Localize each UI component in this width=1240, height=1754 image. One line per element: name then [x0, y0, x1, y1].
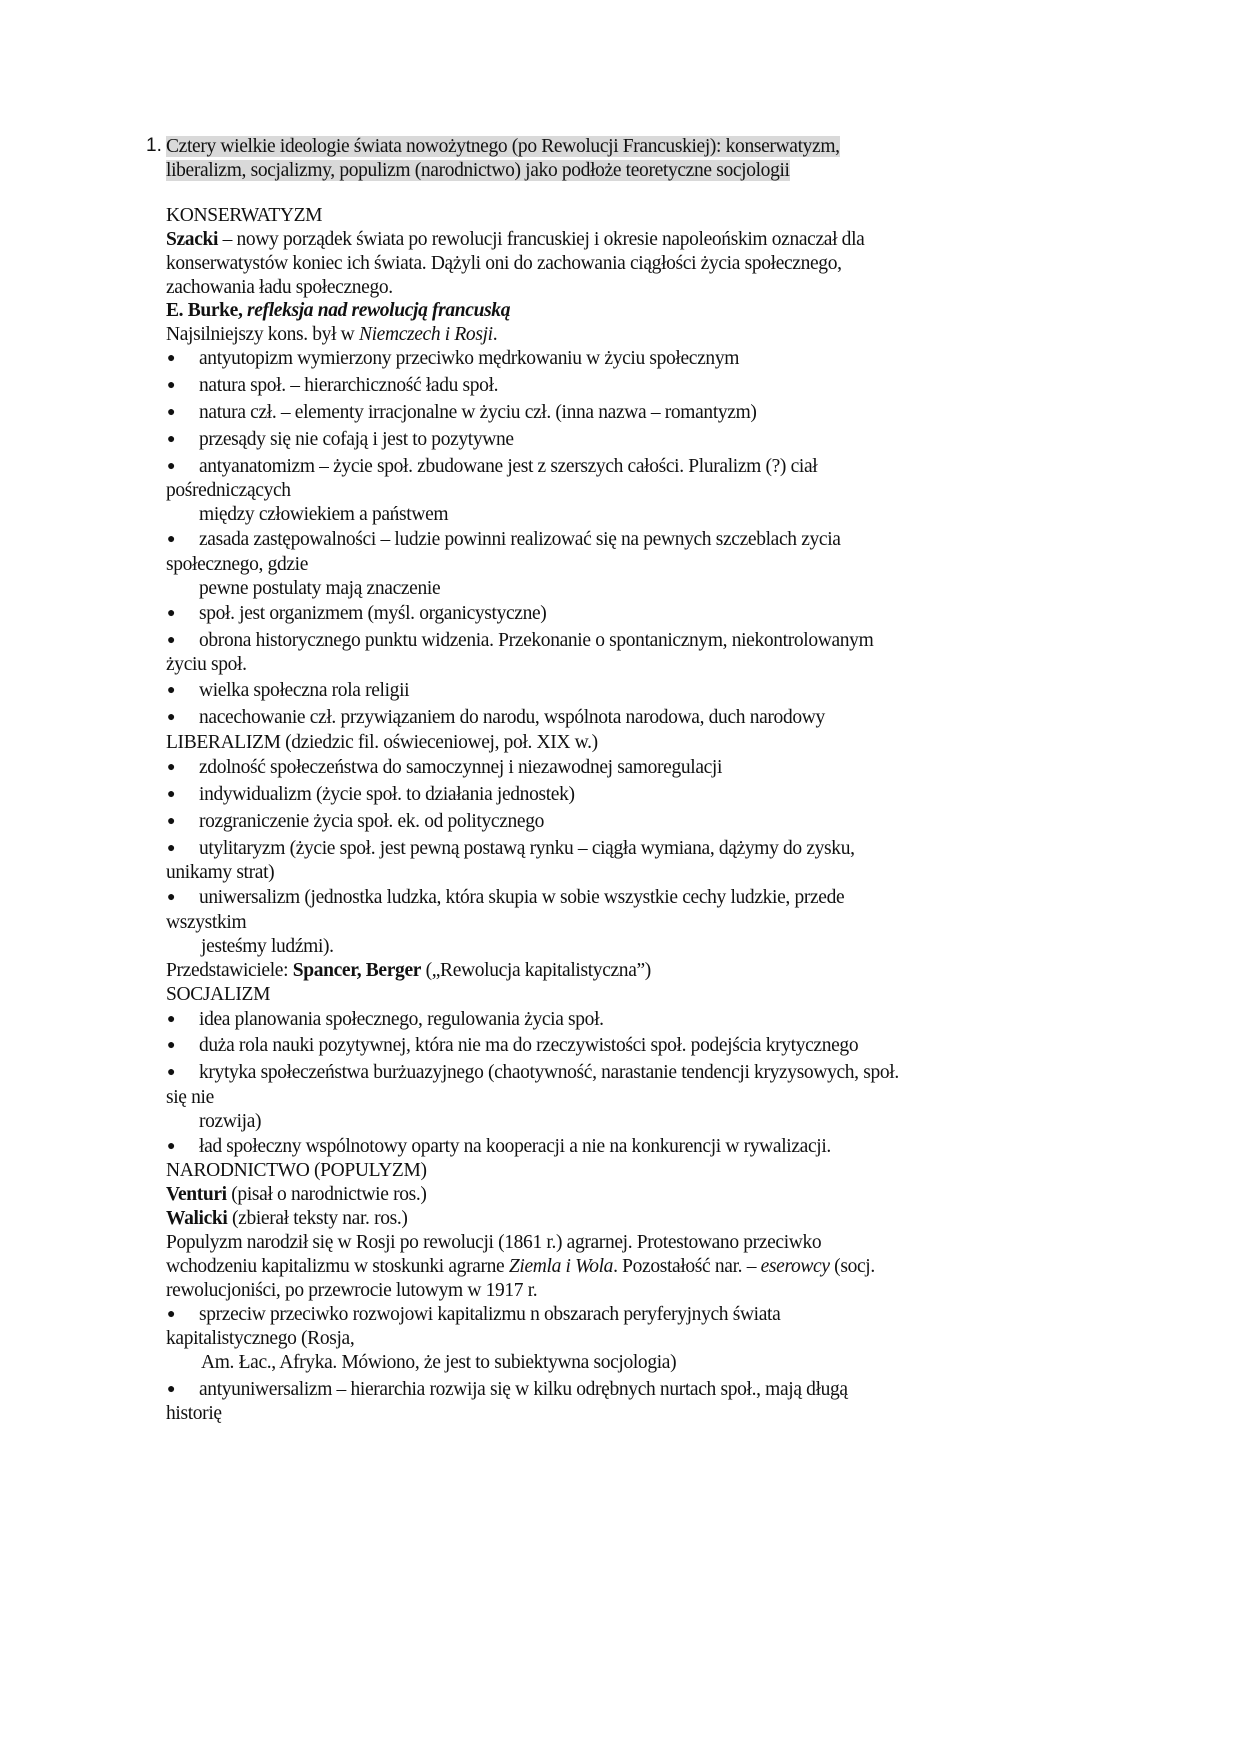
text-line: [166, 1159, 427, 1183]
bullet-item: [199, 783, 575, 807]
text-run: idea planowania społecznego, regulowania życia społ.: [199, 1009, 604, 1030]
text-run: historię: [166, 1403, 222, 1424]
bullet-icon: ●: [167, 633, 176, 648]
text-run: wszystkim: [166, 912, 247, 933]
text-run: („Rewolucja kapitalistyczna”): [421, 960, 651, 981]
text-run: przesądy się nie cofają i jest to pozytywne: [199, 429, 514, 450]
text-line: [166, 731, 598, 755]
text-run: refleksja nad rewolucją francuską: [247, 300, 511, 321]
text-run: uniwersalizm (jednostka ludzka, która skupia w sobie wszystkie cechy ludzkie, przede: [199, 887, 845, 908]
text-line: [166, 1183, 427, 1207]
bullet-icon: ●: [167, 405, 176, 420]
text-run: . Pozostałość nar. –: [613, 1256, 761, 1277]
bullet-icon: ●: [167, 1139, 176, 1154]
bullet-icon: ●: [167, 814, 176, 829]
bullet-item: [199, 1061, 899, 1085]
text-run: – nowy porządek świata po rewolucji francuskiej i okresie napoleońskim oznaczał dla: [218, 229, 865, 250]
text-run: (pisał o narodnictwie ros.): [226, 1184, 427, 1205]
text-line: [166, 959, 651, 983]
text-run: SOCJALIZM: [166, 984, 271, 1005]
bullet-item: [199, 837, 855, 861]
bullet-item: [199, 428, 514, 452]
text-run: konserwatystów koniec ich świata. Dążyli oni do zachowania ciągłości życia społecznego,: [166, 253, 842, 274]
bullet-icon: ●: [167, 683, 176, 698]
bullet-item: [199, 886, 844, 910]
text-line: [166, 1255, 875, 1279]
bullet-item: [199, 455, 817, 479]
text-line: [166, 1086, 214, 1110]
bullet-item: [199, 1303, 780, 1327]
text-run: E. Burke,: [166, 300, 248, 321]
bullet-item: [199, 629, 873, 653]
text-line: [199, 503, 448, 527]
bullet-item: [199, 679, 409, 703]
bullet-icon: ●: [167, 378, 176, 393]
bullet-item: [199, 1378, 848, 1402]
bullet-item: [199, 1135, 831, 1159]
text-run: Najsilniejszy kons. był w: [166, 324, 359, 345]
bullet-icon: ●: [167, 351, 176, 366]
text-run: antyanatomizm – życie społ. zbudowane jest z szerszych całości. Pluralizm (?) ciał: [199, 456, 818, 477]
bullet-icon: ●: [167, 1382, 176, 1397]
text-run: rozgraniczenie życia społ. ek. od politycznego: [199, 811, 545, 832]
bullet-item: [199, 1034, 858, 1058]
bullet-icon: ●: [167, 841, 176, 856]
text-run: krytyka społeczeństwa burżuazyjnego (chaotywność, narastanie tendencji kryzysowych, społ.: [199, 1062, 899, 1083]
list-number: 1.: [146, 135, 162, 156]
text-run: sprzeciw przeciwko rozwojowi kapitalizmu n obszarach peryferyjnych świata: [199, 1304, 781, 1325]
text-run: Populyzm narodził się w Rosji po rewolucji (1861 r.) agrarnej. Protestowano przeciwko: [166, 1232, 822, 1253]
text-line: [166, 1207, 408, 1231]
heading-line: Cztery wielkie ideologie świata nowożytnego (po Rewolucji Francuskiej): konserwatyzm,: [166, 136, 840, 157]
text-run: społ. jest organizmem (myśl. organicystyczne): [199, 603, 547, 624]
text-line: [166, 1327, 354, 1351]
bullet-icon: ●: [167, 760, 176, 775]
bullet-icon: ●: [167, 1012, 176, 1027]
text-run: Szacki: [166, 229, 219, 250]
text-run: ład społeczny wspólnotowy oparty na kooperacji a nie na konkurencji w rywalizacji.: [199, 1136, 831, 1157]
bullet-icon: ●: [167, 787, 176, 802]
text-run: natura czł. – elementy irracjonalne w życiu czł. (inna nazwa – romantyzm): [199, 402, 757, 423]
bullet-icon: ●: [167, 459, 176, 474]
text-run: Walicki: [166, 1208, 228, 1229]
text-line: [166, 911, 246, 935]
text-run: Przedstawiciele:: [166, 960, 293, 981]
text-run: życiu społ.: [166, 654, 247, 675]
text-run: pewne postulaty mają znaczenie: [199, 578, 441, 599]
text-run: pośredniczących: [166, 480, 291, 501]
text-run: Niemczech i Rosji: [358, 324, 493, 345]
text-run: obrona historycznego punktu widzenia. Przekonanie o spontanicznym, niekontrolowanym: [199, 630, 874, 651]
text-line: [199, 1110, 261, 1134]
bullet-icon: ●: [167, 1065, 176, 1080]
text-run: między człowiekiem a państwem: [199, 504, 449, 525]
text-run: zachowania ładu społecznego.: [166, 277, 393, 298]
text-run: zdolność społeczeństwa do samoczynnej i niezawodnej samoregulacji: [199, 757, 723, 778]
text-run: antyutopizm wymierzony przeciwko mędrkowaniu w życiu społecznym: [199, 348, 740, 369]
bullet-icon: ●: [167, 432, 176, 447]
text-run: .: [492, 324, 498, 345]
bullet-item: [199, 602, 546, 626]
text-run: duża rola nauki pozytywnej, która nie ma do rzeczywistości społ. podejścia krytycznego: [199, 1035, 859, 1056]
heading-line: liberalizm, socjalizmy, populizm (narodnictwo) jako podłoże teoretyczne socjologii: [166, 160, 790, 181]
bullet-icon: ●: [167, 1038, 176, 1053]
text-run: wielka społeczna rola religii: [199, 680, 410, 701]
text-line: [166, 553, 308, 577]
text-line: [166, 323, 497, 347]
bullet-item: [199, 401, 757, 425]
text-run: Spancer, Berger: [292, 960, 422, 981]
text-run: rewolucjoniści, po przewrocie lutowym w 1917 r.: [166, 1280, 538, 1301]
bullet-item: [199, 756, 722, 780]
text-run: się nie: [166, 1087, 214, 1108]
text-run: zasada zastępowalności – ludzie powinni realizować się na pewnych szczeblach zycia: [199, 529, 841, 550]
bullet-item: [199, 374, 498, 398]
bullet-icon: ●: [167, 532, 176, 547]
text-run: Am. Łac., Afryka. Mówiono, że jest to subiektywna socjologia): [201, 1352, 677, 1373]
bullet-item: [199, 347, 739, 371]
text-run: natura społ. – hierarchiczność ładu społ.: [199, 375, 499, 396]
text-line: [201, 935, 334, 959]
text-run: utylitaryzm (życie społ. jest pewną postawą rynku – ciągła wymiana, dążymy do zysku,: [199, 838, 855, 859]
text-run: (socj.: [829, 1256, 875, 1277]
text-line: [166, 983, 270, 1007]
text-run: KONSERWATYZM: [166, 205, 323, 226]
text-line: [201, 1351, 676, 1375]
text-line: [166, 479, 291, 503]
text-run: Venturi: [166, 1184, 227, 1205]
text-line: [166, 653, 247, 677]
text-run: eserowcy: [760, 1256, 830, 1277]
text-run: Ziemla i Wola: [508, 1256, 614, 1277]
bullet-item: [199, 1008, 604, 1032]
bullet-item: [199, 706, 825, 730]
text-run: unikamy strat): [166, 862, 275, 883]
bullet-icon: ●: [167, 1307, 176, 1322]
text-run: (zbierał teksty nar. ros.): [227, 1208, 408, 1229]
text-line: [166, 276, 393, 300]
text-line: [166, 299, 510, 323]
text-run: rozwija): [199, 1111, 262, 1132]
text-run: nacechowanie czł. przywiązaniem do narodu, wspólnota narodowa, duch narodowy: [199, 707, 825, 728]
text-line: [199, 577, 440, 601]
text-run: antyuniwersalizm – hierarchia rozwija się w kilku odrębnych nurtach społ., mają długą: [199, 1379, 848, 1400]
text-run: LIBERALIZM (dziedzic fil. oświeceniowej, poł. XIX w.): [166, 732, 598, 753]
text-line: [166, 1402, 222, 1426]
text-line: [166, 252, 842, 276]
text-line: [166, 1231, 821, 1255]
text-line: [166, 1279, 537, 1303]
bullet-icon: ●: [167, 890, 176, 905]
bullet-item: [199, 528, 841, 552]
text-run: kapitalistycznego (Rosja,: [166, 1328, 355, 1349]
text-run: NARODNICTWO (POPULYZM): [166, 1160, 427, 1181]
bullet-item: [199, 810, 544, 834]
text-line: [166, 228, 864, 252]
text-run: jesteśmy ludźmi).: [201, 936, 334, 957]
text-line: [166, 204, 322, 228]
text-run: wchodzeniu kapitalizmu w stoskunki agrarne: [166, 1256, 509, 1277]
text-run: społecznego, gdzie: [166, 554, 309, 575]
bullet-icon: ●: [167, 710, 176, 725]
text-run: indywidualizm (życie społ. to działania jednostek): [199, 784, 575, 805]
text-line: [166, 861, 274, 885]
bullet-icon: ●: [167, 606, 176, 621]
